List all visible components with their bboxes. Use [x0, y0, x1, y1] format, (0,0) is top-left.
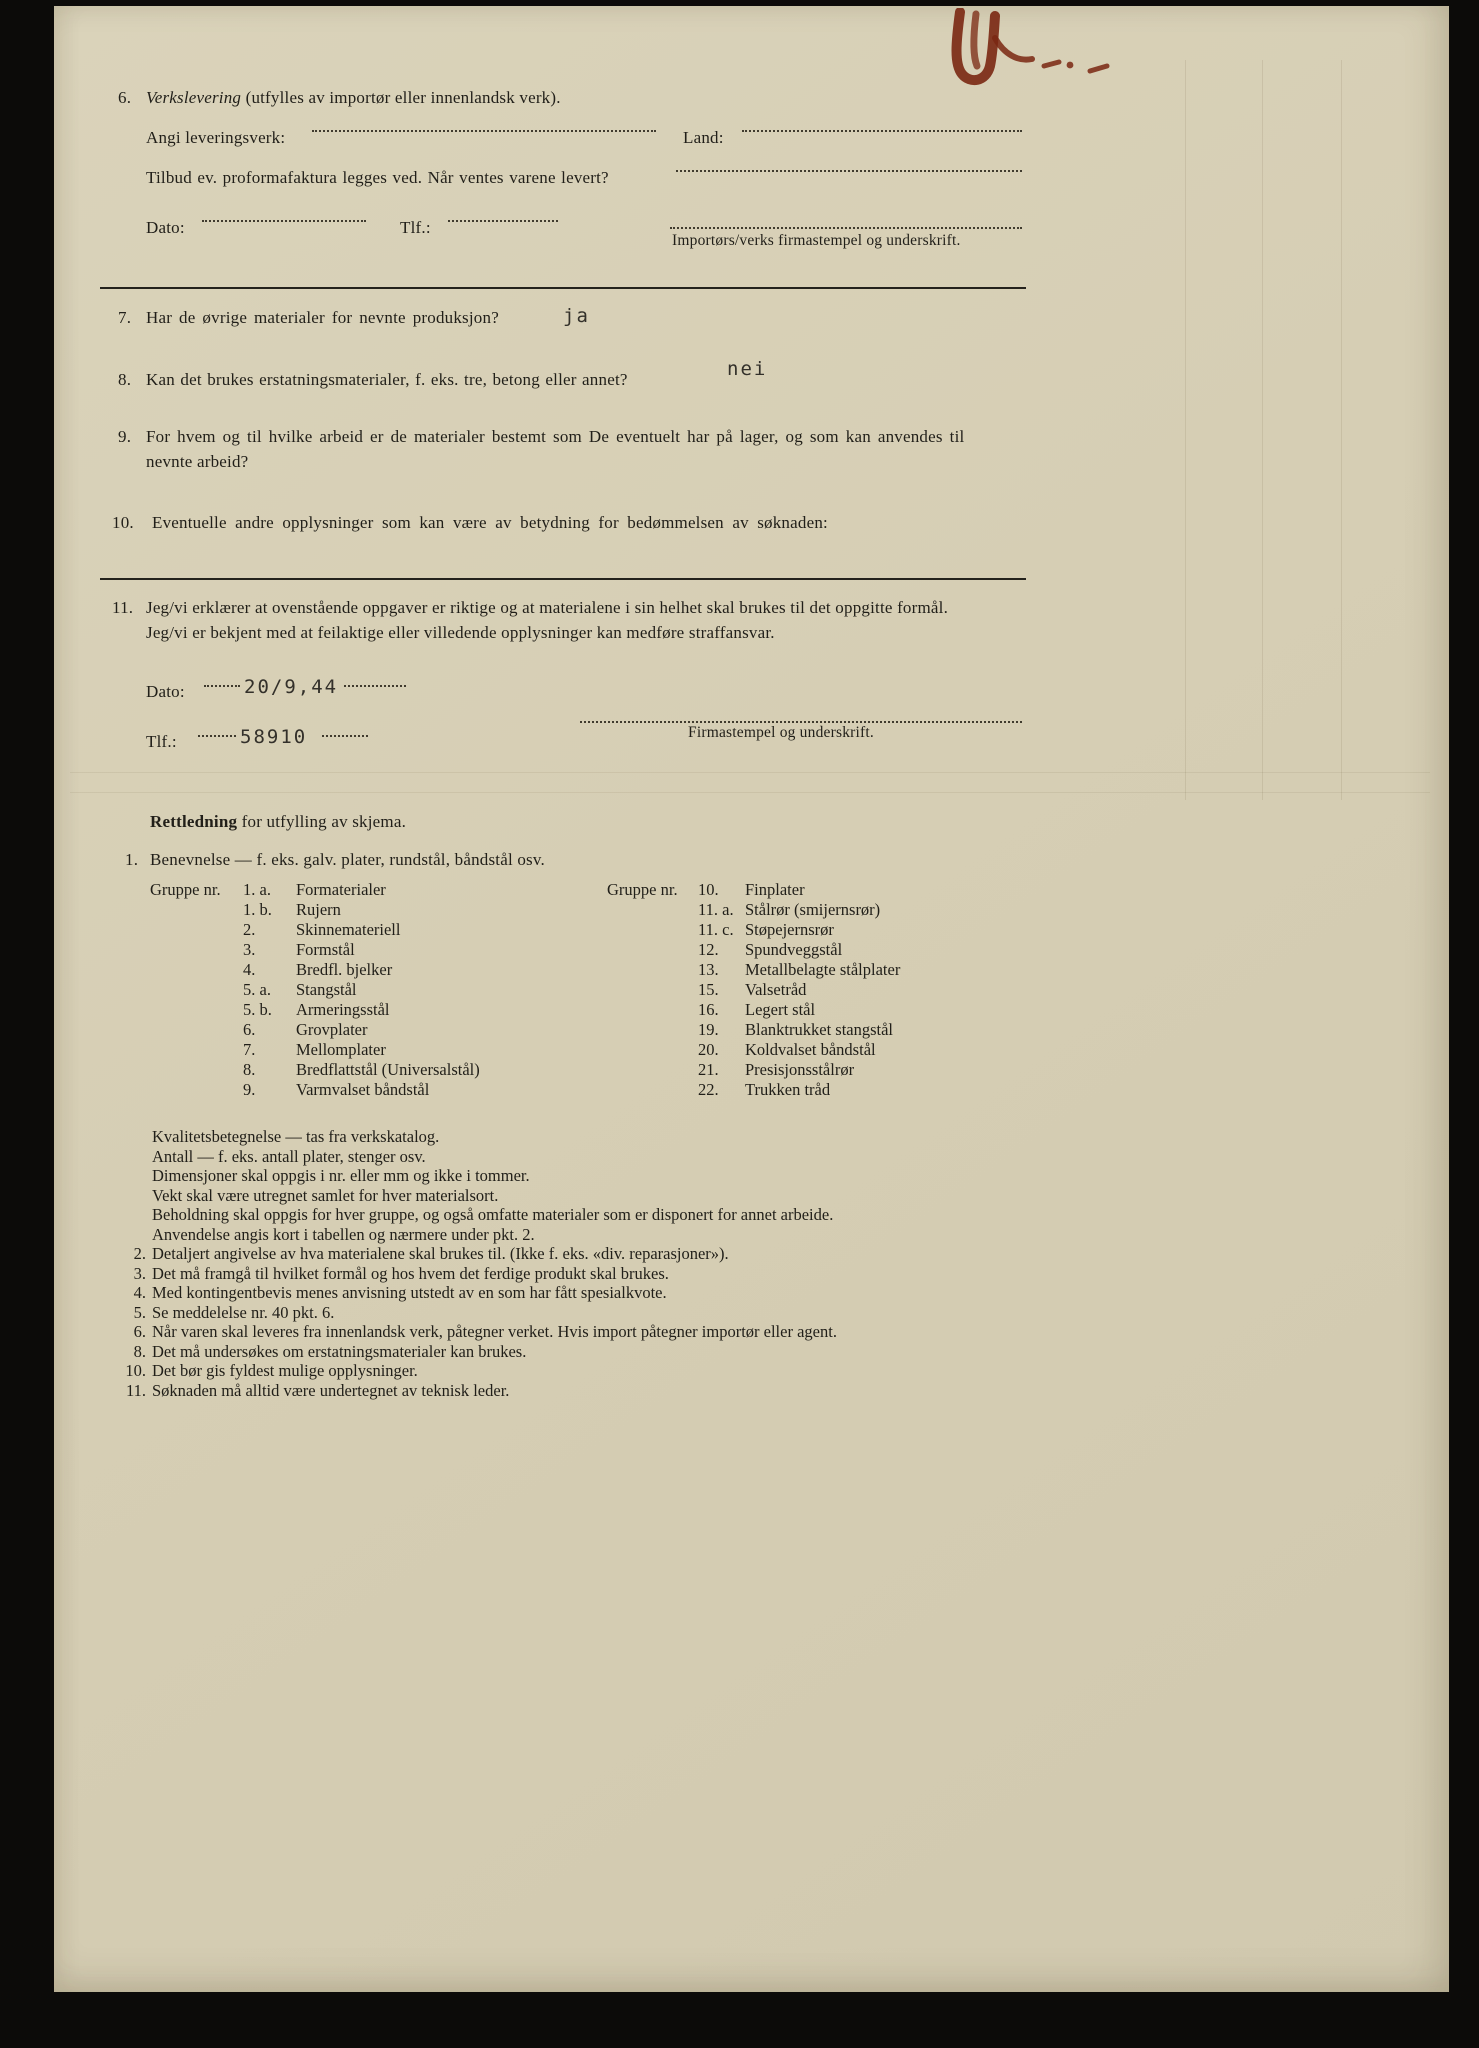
item-11-text-line2: Jeg/vi er bekjent med at feilaktige eller villedende opplysninger kan medføre straffansvar.	[146, 623, 775, 642]
note-text: Det må framgå til hvilket formål og hos hvem det ferdige produkt skal brukes.	[152, 1264, 669, 1283]
section-divider-rule	[100, 578, 1026, 580]
note-text: Dimensjoner skal oppgis i nr. eller mm og ikke i tommer.	[152, 1166, 530, 1185]
item-8-typed-answer: nei	[727, 358, 768, 380]
note-text: Beholdning skal oppgis for hver gruppe, og også omfatte materialer som er disponert for annet arbeide.	[152, 1205, 834, 1224]
group-row	[698, 1000, 815, 1020]
bleedthrough-line	[70, 772, 1430, 773]
item-11-text-line1: Jeg/vi erklærer at ovenstående oppgaver er riktige og at materialene i sin helhet skal brukes til det oppgitte formål.	[146, 598, 949, 617]
item-9-text-line1: For hvem og til hvilke arbeid er de materialer bestemt som De eventuelt har på lager, og som kan anvendes til	[146, 427, 965, 446]
section-divider-rule	[100, 287, 1026, 289]
tlf-label-sec6: Tlf.:	[400, 218, 431, 237]
group-no: 20.	[698, 1040, 719, 1059]
note-text: Med kontingentbevis menes anvisning utstedt av en som har fått spesialkvote.	[152, 1283, 667, 1302]
group-no: 16.	[698, 1000, 719, 1019]
group-name: Varmvalset båndstål	[296, 1080, 430, 1099]
stamp-caption-decl: Firmastempel og underskrift.	[688, 724, 874, 741]
stamp-dotted-line-decl	[580, 706, 1022, 723]
note-text: Det må undersøkes om erstatningsmaterialer kan brukes.	[152, 1342, 527, 1361]
tlf-label-decl: Tlf.:	[146, 732, 177, 751]
group-name: Spundveggstål	[745, 940, 843, 959]
rettledning-item-1-number: 1.	[125, 850, 139, 869]
group-name: Legert stål	[745, 1000, 816, 1019]
group-row	[243, 960, 392, 980]
note-number: 3.	[133, 1264, 146, 1283]
dato-label-sec6: Dato:	[146, 218, 185, 237]
group-no: 5. b.	[243, 1000, 272, 1019]
group-name: Blanktrukket stangstål	[745, 1020, 894, 1039]
group-no: 9.	[243, 1080, 256, 1099]
group-name: Støpejernsrør	[745, 920, 834, 939]
item-6-number: 6.	[118, 88, 132, 107]
group-name: Formaterialer	[296, 880, 386, 899]
note-text: Se meddelelse nr. 40 pkt. 6.	[152, 1303, 335, 1322]
item-6-title-emphasis: Verkslevering	[146, 88, 242, 107]
item-7-text: Har de øvrige materialer for nevnte produksjon?	[146, 308, 499, 327]
note-text: Anvendelse angis kort i tabellen og nærmere under pkt. 2.	[152, 1225, 535, 1244]
group-row	[243, 980, 357, 1000]
group-row	[243, 1000, 389, 1020]
note-number: 4.	[133, 1283, 146, 1302]
group-no: 11. c.	[698, 920, 734, 939]
item-11-number: 11.	[112, 598, 134, 617]
group-row	[243, 880, 386, 900]
group-no: 4.	[243, 960, 256, 979]
note-number: 2.	[133, 1244, 146, 1263]
rettledning-heading	[150, 812, 406, 832]
group-name: Grovplater	[296, 1020, 368, 1039]
group-row	[698, 1060, 854, 1080]
dato-dotted-line-decl	[204, 670, 240, 687]
group-row	[698, 980, 806, 1000]
group-row	[698, 940, 842, 960]
item-8-number: 8.	[118, 370, 132, 389]
group-row	[698, 1020, 893, 1040]
note-number: 5.	[133, 1303, 146, 1322]
group-no: 6.	[243, 1020, 256, 1039]
group-no: 21.	[698, 1060, 719, 1079]
leveringsverk-label: Angi leveringsverk:	[146, 128, 286, 147]
note-text: Når varen skal leveres fra innenlandsk verk, påtegner verket. Hvis import påtegner importør eller agent.	[152, 1322, 837, 1341]
rettledning-heading-rest: for utfylling av skjema.	[237, 812, 407, 831]
rettledning-item-1-text: Benevnelse — f. eks. galv. plater, rundstål, båndstål osv.	[150, 850, 545, 869]
item-8-text: Kan det brukes erstatningsmaterialer, f. eks. tre, betong eller annet?	[146, 370, 628, 389]
group-name: Finplater	[745, 880, 805, 899]
group-name: Armeringsstål	[296, 1000, 390, 1019]
note-text: Detaljert angivelse av hva materialene skal brukes til. (Ikke f. eks. «div. reparasjoner»).	[152, 1244, 729, 1263]
bleedthrough-line	[70, 792, 1430, 793]
group-row	[698, 960, 900, 980]
group-name: Metallbelagte stålplater	[745, 960, 901, 979]
group-name: Bredflattstål (Universalstål)	[296, 1060, 480, 1079]
tlf-typed-value: 58910	[240, 726, 308, 748]
note-number: 8.	[133, 1342, 146, 1361]
group-no: 3.	[243, 940, 256, 959]
group-name: Stålrør (smijernsrør)	[745, 900, 881, 919]
group-row	[243, 900, 341, 920]
levert-dotted-line	[676, 155, 1022, 172]
group-no: 15.	[698, 980, 719, 999]
group-name: Stangstål	[296, 980, 357, 999]
group-row	[698, 900, 880, 920]
handwritten-red-mark	[942, 8, 1117, 103]
rettledning-heading-bold: Rettledning	[150, 812, 238, 831]
dato-dotted-line-sec6	[202, 205, 366, 222]
stamp-caption-sec6: Importørs/verks firmastempel og underskrift.	[672, 232, 961, 249]
group-name: Skinnemateriell	[296, 920, 401, 939]
land-dotted-line	[742, 115, 1022, 132]
gruppe-label-left: Gruppe nr.	[150, 880, 221, 899]
group-no: 1. b.	[243, 900, 272, 919]
group-row	[243, 1040, 386, 1060]
note-number: 11.	[125, 1381, 146, 1400]
group-name: Trukken tråd	[745, 1080, 831, 1099]
item-10-number: 10.	[112, 513, 134, 532]
group-row	[698, 1040, 876, 1060]
group-no: 7.	[243, 1040, 256, 1059]
leveringsverk-dotted-line	[312, 115, 656, 132]
note-text: Vekt skal være utregnet samlet for hver materialsort.	[152, 1186, 499, 1205]
group-name: Koldvalset båndstål	[745, 1040, 876, 1059]
tlf-dotted-line-decl	[198, 720, 236, 737]
note-number: 10.	[125, 1361, 146, 1380]
note-number: 6.	[133, 1322, 146, 1341]
group-no: 10.	[698, 880, 719, 899]
gruppe-label-right: Gruppe nr.	[607, 880, 678, 899]
group-row	[243, 920, 400, 940]
item-6-title-rest: (utfylles av importør eller innenlandsk verk).	[245, 88, 561, 107]
item-9-text-line2: nevnte arbeid?	[146, 452, 249, 471]
item-6-title	[146, 88, 561, 108]
note-text: Det bør gis fyldest mulige opplysninger.	[152, 1361, 418, 1380]
group-row	[243, 940, 355, 960]
group-row	[698, 920, 834, 940]
group-no: 11. a.	[698, 900, 734, 919]
tilbud-text: Tilbud ev. proformafaktura legges ved. Når ventes varene levert?	[146, 168, 609, 187]
land-label: Land:	[683, 128, 724, 147]
group-name: Mellomplater	[296, 1040, 386, 1059]
group-row	[243, 1080, 429, 1100]
item-7-typed-answer: ja	[563, 305, 590, 327]
group-no: 1. a.	[243, 880, 271, 899]
note-text: Kvalitetsbetegnelse — tas fra verkskatalog.	[152, 1127, 440, 1146]
group-no: 12.	[698, 940, 719, 959]
note-text: Antall — f. eks. antall plater, stenger osv.	[152, 1147, 426, 1166]
group-row	[243, 1020, 367, 1040]
group-no: 2.	[243, 920, 256, 939]
group-no: 22.	[698, 1080, 719, 1099]
bleedthrough-line	[1341, 60, 1342, 800]
tlf-dotted-line-decl-2	[322, 720, 368, 737]
group-name: Presisjonsstålrør	[745, 1060, 855, 1079]
stamp-dotted-line-sec6	[670, 212, 1022, 229]
item-9-number: 9.	[118, 427, 132, 446]
group-no: 19.	[698, 1020, 719, 1039]
group-no: 8.	[243, 1060, 256, 1079]
group-name: Formstål	[296, 940, 355, 959]
item-10-text: Eventuelle andre opplysninger som kan være av betydning for bedømmelsen av søknaden:	[152, 513, 828, 532]
dato-label-decl: Dato:	[146, 682, 185, 701]
item-7-number: 7.	[118, 308, 132, 327]
tlf-dotted-line-sec6	[448, 205, 558, 222]
bleedthrough-line	[1185, 60, 1186, 800]
bleedthrough-line	[1262, 60, 1263, 800]
dato-dotted-line-decl-2	[344, 670, 406, 687]
dato-typed-value: 20/9,44	[244, 676, 339, 698]
group-name: Bredfl. bjelker	[296, 960, 393, 979]
group-no: 5. a.	[243, 980, 271, 999]
note-text: Søknaden må alltid være undertegnet av teknisk leder.	[152, 1381, 510, 1400]
group-no: 13.	[698, 960, 719, 979]
group-name: Valsetråd	[745, 980, 807, 999]
group-row	[243, 1060, 480, 1080]
group-name: Rujern	[296, 900, 341, 919]
group-row	[698, 1080, 830, 1100]
group-row	[698, 880, 805, 900]
